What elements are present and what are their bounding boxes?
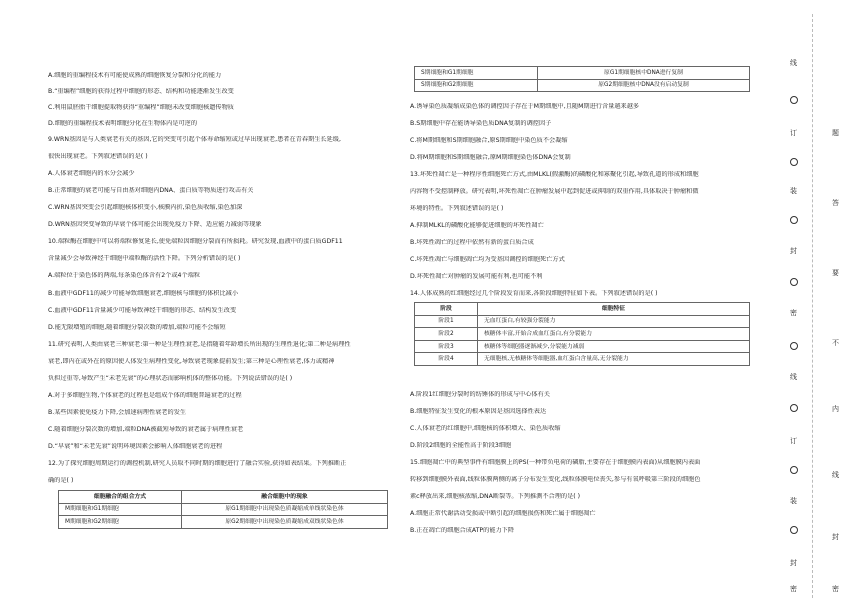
table-header: 细胞融合的组合方式	[59, 491, 182, 504]
option-line: C.人体衰老的红细胞中,细胞核的体积增大、染色质收缩	[410, 425, 561, 432]
option-line: B.正在凋亡的细胞合成ATP的能力下降	[410, 527, 515, 534]
option-line: D.阶段2细胞的全能性高于阶段3细胞	[410, 442, 512, 449]
table-cell-fusion	[58, 490, 388, 529]
option-line: B.S期细胞中存在能诱导染色质DNA复制的调控因子	[410, 120, 552, 127]
table-cell: 原G1期细胞核中DNA进行复制	[538, 67, 750, 80]
text-line: D.细胞的重编程技术表明细胞分化在生物体内是可逆的	[48, 120, 198, 127]
table-cell: M期细胞和G1期细胞	[59, 503, 182, 516]
table-row	[59, 516, 388, 529]
binding-label: 订	[790, 129, 797, 137]
table-header-row	[415, 303, 750, 316]
table-cell: S期细胞和G2期细胞	[415, 79, 538, 92]
table-cell: 核糖体等细胞器逐渐减少,分裂能力减弱	[478, 340, 750, 353]
table-row	[59, 503, 388, 516]
binding-label: 封	[790, 247, 797, 255]
binding-label: 线	[790, 59, 797, 67]
option-line: C.坏死性凋亡与细胞凋亡均为受基因调控的细胞死亡方式	[410, 256, 565, 263]
binding-label: 装	[790, 187, 797, 195]
table-row	[415, 79, 750, 92]
table-cell: 原G2期细胞核中DNA没有启动复制	[538, 79, 750, 92]
binding-field: 不	[832, 339, 839, 347]
table-row	[415, 67, 750, 80]
question-stem: 转移到细胞膜外表面,线粒体膜两侧的离子分布发生变化,线粒体膜电位丧失,参与有氧呼吸第三阶段的细胞色	[410, 476, 701, 483]
table-row	[415, 328, 750, 341]
option-line: A.对于多细胞生物,个体衰老的过程也是组成个体的细胞普遍衰老的过程	[48, 392, 242, 399]
question-stem: 内容物不受控制释放。研究表明,坏死性凋亡在肿瘤发展中起到促进或抑制的双重作用,具体取决于肿瘤和微	[410, 188, 699, 195]
table-row	[415, 315, 750, 328]
binding-label: 线	[790, 373, 797, 381]
table-header-row	[59, 491, 388, 504]
question-stem: 9.WRN基因是与人类衰老有关的基因,它的突变可引起个体寿命缩短或过早出现衰老,患者在青春期生长延缓,	[48, 136, 341, 143]
table-row	[415, 353, 750, 366]
text-line: B.“重编程”细胞的获得过程中细胞的形态、结构和功能逐渐发生改变	[48, 88, 234, 95]
table-cell: M期细胞和G2期细胞	[59, 516, 182, 529]
table-cell: 无细胞核,无核糖体等细胞器,血红蛋白含量高,无分裂能力	[478, 353, 750, 366]
question-stem: 12.为了探究细胞周期运行的调控机制,研究人员取不同时期的细胞进行了融合实验,获得如表结果。下列推断正	[48, 460, 347, 467]
option-line: A.诱导染色质凝缩成染色体的调控因子存在于M期细胞中,且随M期进行含量越来越多	[410, 103, 640, 110]
binding-strip	[772, 0, 860, 608]
table-cell: 阶段4	[415, 353, 478, 366]
table-cell: 阶段3	[415, 340, 478, 353]
table-cell: 无血红蛋白,有较强分裂能力	[478, 315, 750, 328]
binding-hole-icon	[790, 278, 798, 286]
option-line: A.阶段1红细胞分裂时的纺锤体的形成与中心体有关	[410, 391, 550, 398]
table-cell: 阶段1	[415, 315, 478, 328]
table-header: 细胞特征	[478, 303, 750, 316]
text-line: A.细胞的重编程技术有可能使成熟的细胞恢复分裂和分化的能力	[48, 72, 222, 79]
option-line: D.WRN基因突变导致的早衰个体可能会出现免疫力下降、适应能力减弱等现象	[48, 221, 262, 228]
binding-field: 题	[832, 129, 839, 137]
question-stem: 环境的特性。下列叙述错误的是( )	[410, 205, 504, 212]
binding-label: 密	[790, 585, 797, 593]
text-line: C.利用鼠胚胎干细胞提取物获得“重编程”细胞未改变细胞核遗传物质	[48, 104, 234, 111]
binding-hole-icon	[790, 466, 798, 474]
cut-line	[812, 14, 813, 598]
binding-label: 装	[790, 497, 797, 505]
question-stem: 确的是( )	[48, 477, 74, 484]
question-stem: 11.研究表明,人类由衰老三种衰老:第一种是生理性衰老,是指随着年龄增长所出现的生理性退化;第二种是病理性	[48, 341, 351, 348]
option-line: D.能无限增殖的细胞,随着细胞分裂次数的增加,端粒可能不会缩短	[48, 324, 226, 331]
option-line: C.随着细胞分裂次数的增加,端粒DNA被截短导致的衰老属于病理性衰老	[48, 426, 244, 433]
question-stem: 素c释放出来,细胞核浓缩,DNA断裂等。下列推测不合理的是( )	[410, 493, 581, 500]
option-line: B.细胞特征发生变化的根本原因是基因选择性表达	[410, 408, 547, 415]
question-stem: 含量减少会导致神经干细胞中端粒酶的活性下降。下列分析错误的是( )	[48, 255, 241, 262]
binding-hole-icon	[790, 404, 798, 412]
option-line: B.血液中GDF11的减少可能导致细胞衰老,细胞核与细胞的体积比减小	[48, 290, 239, 297]
binding-hole-icon	[790, 158, 798, 166]
binding-hole-icon	[790, 96, 798, 104]
question-stem: 衰老,即内在或外在的原因使人体发生病理性变化,导致衰老现象提前发生;第三种是心理性衰老,体力或精神	[48, 358, 335, 365]
option-line: C.血液中GDF11含量减少可能导致神经干细胞的形态、结构发生改变	[48, 307, 237, 314]
binding-field: 答	[832, 199, 839, 207]
table-cell: 原G1期细胞中出现染色质凝缩成单线状染色体	[182, 503, 388, 516]
binding-hole-icon	[790, 216, 798, 224]
binding-field: 要	[832, 269, 839, 277]
option-line: D.坏死性凋亡对肿瘤的发展可能有利,也可能不利	[410, 273, 543, 280]
option-line: A.抑制MLKL的磷酸化能够促进细胞的坏死性凋亡	[410, 222, 544, 229]
table-cell-fusion-continued	[414, 66, 750, 92]
question-stem: 10.端粒酶在细胞中可以将端粒修复延长,使免端粒因细胞分裂而有所损耗。研究发现,血液中的蛋白质GDF11	[48, 238, 343, 245]
question-stem: 很快出现衰老。下列叙述错误的是( )	[48, 153, 148, 160]
option-line: C.WRN基因突变会引起细胞核体积变小,核膜内折,染色质收缩,染色加深	[48, 204, 243, 211]
binding-hole-icon	[790, 526, 798, 534]
binding-field: 内	[832, 405, 839, 413]
option-line: A.细胞正常代谢活动受损或中断引起的细胞损伤和死亡属于细胞凋亡	[410, 510, 596, 517]
binding-field: 线	[832, 471, 839, 479]
table-cell: 原G2期细胞中出现染色质凝缩成双线状染色体	[182, 516, 388, 529]
option-line: B.坏死性凋亡的过程中依然有新的蛋白质合成	[410, 239, 534, 246]
binding-field: 封	[832, 533, 839, 541]
question-stem: 14.人体成熟的红细胞经过几个阶段发育而来,各阶段细胞特征如下表。下列叙述错误的是( )	[410, 290, 658, 297]
binding-label: 密	[790, 309, 797, 317]
option-line: A.端粒位于染色体的两端,每条染色体含有2个或4个端粒	[48, 272, 201, 279]
table-row	[415, 340, 750, 353]
option-line: B.正常细胞的衰老可能与自由基对细胞内DNA、蛋白质等物质进行攻击有关	[48, 187, 254, 194]
table-cell: 阶段2	[415, 328, 478, 341]
question-stem: 15.细胞凋亡中的典型事件有细胞膜上的PS(一种带负电荷的磷脂,主要存在于细胞膜内表面)从细胞膜内表面	[410, 459, 701, 466]
table-cell: 核糖体丰富,开始合成血红蛋白,有分裂能力	[478, 328, 750, 341]
option-line: D.“早衰”和“未老先衰”说明环境因素会影响人体细胞衰老的进程	[48, 443, 223, 450]
table-header: 阶段	[415, 303, 478, 316]
option-line: B.某些因素使免疫力下降,会加速病理性衰老的发生	[48, 409, 187, 416]
option-line: A.人体衰老细胞内的水分会减少	[48, 170, 135, 177]
table-red-cell-stages	[414, 302, 750, 366]
binding-label: 封	[790, 559, 797, 567]
option-line: D.将M期细胞和S期细胞融合,原M期细胞染色体DNA会复制	[410, 154, 571, 161]
option-line: C.将M期细胞和S期细胞融合,原S期细胞中染色质不会凝缩	[410, 137, 568, 144]
question-stem: 负担过重等,导致产生“未老先衰”的心理状态而影响机体的整体功能。下列说法错误的是( )	[48, 375, 293, 382]
binding-hole-icon	[790, 342, 798, 350]
question-stem: 13.坏死性凋亡是一种程序性细胞死亡方式,由MLKL(假激酶)的磷酸化和寡聚化引起,导致孔道的形成和细胞	[410, 171, 699, 178]
table-cell: S期细胞和G1期细胞	[415, 67, 538, 80]
table-header: 融合细胞中的现象	[182, 491, 388, 504]
binding-label: 订	[790, 437, 797, 445]
binding-field: 密	[832, 585, 839, 593]
